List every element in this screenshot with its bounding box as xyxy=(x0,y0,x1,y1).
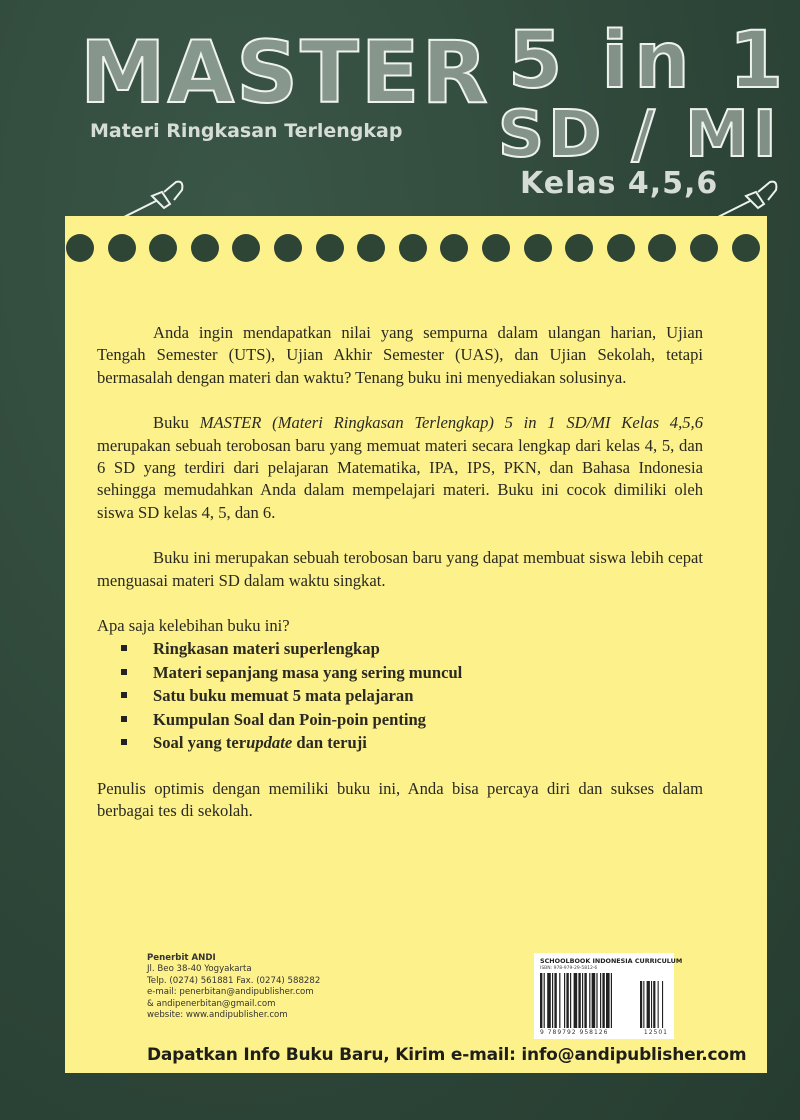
list-item: Satu buku memuat 5 mata pelajaran xyxy=(121,684,703,708)
book-description-paragraph xyxy=(97,412,703,524)
grade-levels: Kelas 4,5,6 xyxy=(520,166,719,201)
book-title: MASTER xyxy=(80,23,490,123)
binder-holes xyxy=(65,234,767,264)
book-full-title: MASTER (Materi Ringkasan Terlengkap) 5 in 1 SD/MI Kelas 4,5,6 xyxy=(199,413,703,433)
binder-hole xyxy=(316,234,344,262)
barcode-number: 9 789792 958126 xyxy=(540,1029,609,1036)
publisher-phone: Telp. (0274) 561881 Fax. (0274) 588282 xyxy=(147,975,321,986)
features-list xyxy=(97,637,703,755)
text: Buku xyxy=(153,413,200,433)
barcode-bar xyxy=(653,981,655,1028)
publisher-email: e-mail: penerbitan@andipublisher.com xyxy=(147,987,314,998)
barcode-bar xyxy=(547,973,551,1028)
notebook-paper xyxy=(65,216,767,1073)
pushpin-icon xyxy=(118,176,198,221)
binder-hole xyxy=(565,234,593,262)
binder-hole xyxy=(191,234,219,262)
school-level: SD / MI xyxy=(498,98,781,172)
binder-hole xyxy=(108,234,136,262)
description xyxy=(97,322,703,846)
publisher-address: Jl. Beo 38-40 Yogyakarta xyxy=(147,964,252,975)
barcode-title: SCHOOLBOOK INDONESIA CURRICULUM xyxy=(540,957,683,965)
text: Soal yang ter xyxy=(153,733,247,753)
barcode-bar xyxy=(578,973,580,1028)
binder-hole xyxy=(524,234,552,262)
barcode-bar xyxy=(602,973,604,1028)
features-question: Apa saja kelebihan buku ini? xyxy=(97,616,290,636)
barcode-bar xyxy=(570,973,571,1028)
barcode-bar xyxy=(662,981,663,1028)
publisher-website: website: www.andipublisher.com xyxy=(147,1010,288,1021)
barcode-bar xyxy=(566,973,568,1028)
list-item xyxy=(121,731,703,755)
binder-hole xyxy=(149,234,177,262)
intro-paragraph: Anda ingin mendapatkan nilai yang sempurna dalam ulangan harian, Ujian Tengah Semester (UTS), Ujian Akhir Semester (UAS), dan Ujian Sekolah, tetapi bermasalah dengan materi dan waktu? Tenang buku ini menyediakan solusinya. xyxy=(97,323,703,387)
text: dan teruji xyxy=(292,733,367,753)
binder-hole xyxy=(690,234,718,262)
binder-hole xyxy=(732,234,760,262)
barcode-bar xyxy=(600,973,601,1028)
binder-hole xyxy=(607,234,635,262)
book-subtitle: Materi Ringkasan Terlengkap xyxy=(90,120,403,142)
list-item: Ringkasan materi superlengkap xyxy=(121,637,703,661)
barcode-bar xyxy=(647,981,650,1028)
barcode-bar xyxy=(640,981,642,1028)
closing-paragraph: Penulis optimis dengan memiliki buku ini, Anda bisa percaya diri dan sukses dalam berbagai tes di sekolah. xyxy=(97,778,703,821)
barcode-bar xyxy=(643,981,644,1028)
text: update xyxy=(246,733,293,753)
barcode-bar xyxy=(596,973,597,1028)
barcode-bar xyxy=(564,973,565,1028)
publisher-email-alt: & andipenerbitan@gmail.com xyxy=(147,998,276,1009)
barcode-bar xyxy=(592,973,596,1028)
list-item: Materi sepanjang masa yang sering muncul xyxy=(121,661,703,685)
barcode-bar xyxy=(574,973,578,1028)
binder-hole xyxy=(357,234,385,262)
text: merupakan sebuah terobosan baru yang memuat materi secara lengkap dari kelas 4, 5, dan 6 SD yang terdiri dari pelajaran Matematika, IPA, IPS, PKN, dan Bahasa Indonesia sehingga memudahkan Anda dalam mempelajari materi. Buku ini cocok dimiliki oleh siswa SD kelas 4, 5, dan 6. xyxy=(97,435,703,522)
barcode-bar xyxy=(552,973,553,1028)
barcode-bar xyxy=(582,973,583,1028)
benefit-paragraph: Buku ini merupakan sebuah terobosan baru yang dapat membuat siswa lebih cepat menguasai materi SD dalam waktu singkat. xyxy=(97,548,703,590)
barcode-bar xyxy=(559,973,560,1028)
barcode-bar xyxy=(554,973,556,1028)
list-item: Kumpulan Soal dan Poin-poin penting xyxy=(121,708,703,732)
binder-hole xyxy=(66,234,94,262)
isbn-number: ISBN: 978-979-29-5812-6 xyxy=(540,966,598,971)
publisher-name: Penerbit ANDI xyxy=(147,953,216,963)
barcode-bar xyxy=(584,973,586,1028)
binder-hole xyxy=(440,234,468,262)
pushpin-icon xyxy=(712,176,792,221)
five-in-one-badge: 5 in 1 xyxy=(508,16,790,106)
barcode-bar xyxy=(611,973,612,1028)
barcode-bar xyxy=(658,981,659,1028)
barcode-bar xyxy=(606,973,610,1028)
barcode-bar xyxy=(589,973,590,1028)
isbn-barcode xyxy=(534,953,683,1039)
binder-hole xyxy=(482,234,510,262)
publisher-info xyxy=(147,953,320,1021)
binder-hole xyxy=(399,234,427,262)
binder-hole xyxy=(232,234,260,262)
barcode-bars xyxy=(540,973,668,1028)
footer-contact: Dapatkan Info Buku Baru, Kirim e-mail: info@andipublisher.com xyxy=(147,1045,747,1065)
barcode-bar xyxy=(540,973,542,1028)
binder-hole xyxy=(648,234,676,262)
barcode-bar xyxy=(544,973,545,1028)
binder-hole xyxy=(274,234,302,262)
barcode-addon-number: 12501 xyxy=(643,1029,668,1036)
barcode-bar xyxy=(651,981,652,1028)
